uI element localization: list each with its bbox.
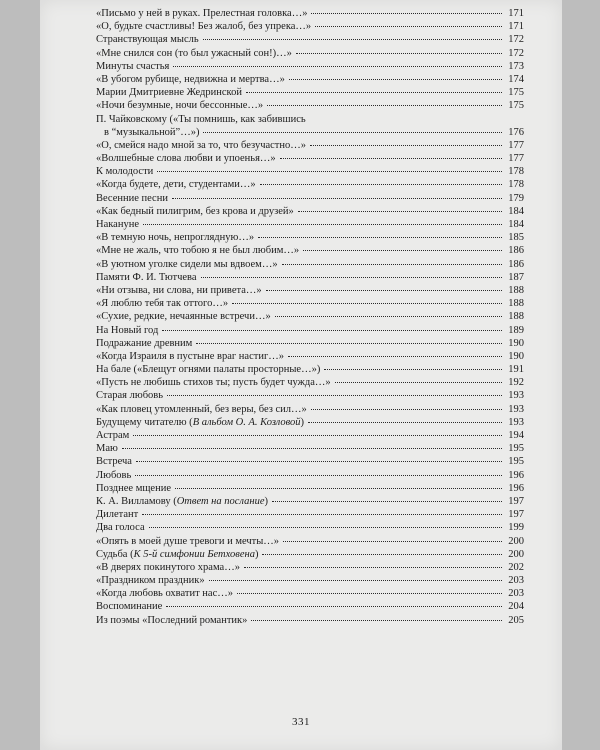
toc-entry-title (96, 601, 162, 613)
toc-leader-dots (310, 145, 502, 146)
toc-entry-title-end: ) (254, 548, 259, 560)
toc-entry-page: 192 (508, 377, 524, 389)
toc-leader-dots (133, 435, 502, 436)
toc-line (96, 8, 524, 21)
toc-entry-title (96, 166, 153, 178)
toc-leader-dots (135, 475, 502, 476)
toc-leader-dots (142, 514, 502, 515)
toc-entry-title-text: «В убогом рубище, недвижна и мертва…» (96, 73, 285, 85)
toc-entry-page: 185 (508, 232, 524, 244)
toc-entry (96, 509, 524, 522)
toc-entry-page: 204 (508, 601, 524, 613)
toc-leader-dots (258, 237, 502, 238)
toc-entry-title (96, 100, 263, 112)
toc-entry-page: 176 (508, 126, 524, 138)
toc-leader-dots (203, 132, 502, 133)
toc-leader-dots (324, 369, 502, 370)
toc-entry (96, 298, 524, 311)
toc-entry-page: 188 (508, 311, 524, 323)
toc-entry-title-text: Странствующая мысль (96, 34, 199, 46)
toc-entry-title-text: Весенние песни (96, 192, 168, 204)
toc-entry-title (96, 575, 205, 587)
toc-entry-page: 171 (508, 8, 524, 19)
toc-entry-page: 195 (508, 443, 524, 455)
toc-entry-title-text: «Как пловец утомленный, без веры, без сил…» (96, 403, 307, 415)
toc-entry-title (96, 179, 256, 191)
toc-entry-title-text: Встреча (96, 456, 132, 468)
toc-entry-page: 177 (508, 153, 524, 165)
toc-line (96, 377, 524, 390)
toc-entry-title (96, 615, 247, 627)
toc-entry (96, 285, 524, 298)
toc-entry (96, 588, 524, 601)
toc-entry-title-text: На бале («Блещут огнями палаты просторные…») (96, 364, 321, 376)
toc-line (96, 522, 524, 535)
toc-entry-page: 175 (508, 87, 524, 99)
toc-line (96, 417, 524, 430)
toc-line (96, 562, 524, 575)
toc-entry-title (96, 536, 279, 548)
toc-entry-page: 173 (508, 60, 524, 72)
toc-entry-title (96, 351, 284, 363)
toc-leader-dots (166, 606, 502, 607)
toc-entry-title (96, 377, 331, 389)
toc-entry (96, 259, 524, 272)
toc-entry-title-italic: В альбом О. А. Козловой (192, 416, 301, 428)
toc-entry-title (96, 285, 262, 297)
toc-entry (96, 496, 524, 509)
toc-line (96, 21, 524, 34)
toc-entry-title (96, 496, 268, 508)
toc-entry (96, 272, 524, 285)
toc-entry-title-text: «Когда будете, дети, студентами…» (96, 179, 256, 191)
toc-entry-title (96, 61, 169, 73)
toc-entry-page: 194 (508, 430, 524, 441)
toc-entry-title (96, 259, 278, 271)
toc-entry-title-text: Дилетант (96, 509, 139, 521)
toc-entry-title (96, 417, 304, 429)
toc-leader-dots (244, 567, 502, 568)
toc-leader-dots (136, 461, 502, 462)
toc-entry-page: 189 (508, 324, 524, 336)
toc-entry-page: 200 (508, 548, 524, 560)
toc-entry-page: 184 (508, 219, 524, 230)
toc-entry-page: 186 (508, 258, 524, 270)
toc-line (96, 179, 524, 192)
toc-leader-dots (282, 264, 502, 265)
toc-leader-dots (272, 501, 502, 502)
toc-entry-title (96, 404, 307, 416)
toc-entry-title (96, 522, 145, 534)
toc-leader-dots (298, 211, 502, 212)
toc-line (96, 588, 524, 601)
toc-entry (96, 417, 524, 430)
toc-entry-title-text: Судьба ( (96, 548, 134, 560)
page-number: 331 (292, 716, 310, 728)
toc-leader-dots (260, 184, 502, 185)
toc-entry (96, 443, 524, 456)
toc-entry-title (96, 272, 197, 284)
toc-entry-title (96, 21, 311, 33)
toc-entry-title (96, 140, 306, 152)
toc-leader-dots (288, 356, 502, 357)
toc-leader-dots (311, 13, 502, 14)
toc-leader-dots (237, 593, 502, 594)
toc-leader-dots (335, 382, 502, 383)
toc-entry-title (96, 364, 320, 376)
toc-entry-page: 203 (508, 588, 524, 600)
toc-entry-title-text: «Мне снился сон (то был ужасный сон!)…» (96, 47, 292, 59)
toc-entry-title-text: «Когда любовь охватит нас…» (96, 588, 233, 600)
toc-entry-page: 174 (508, 73, 524, 85)
toc-line (96, 483, 524, 496)
toc-line (96, 74, 524, 87)
toc-entry (96, 601, 524, 614)
toc-entry-title (96, 338, 192, 350)
toc-entry (96, 377, 524, 390)
toc-line (96, 206, 524, 219)
toc-entry-page: 193 (508, 416, 524, 428)
toc-entry-title-text: «Пусть не любишь стихов ты; пусть будет чужда…» (96, 377, 331, 389)
toc-entry-title-text: «Когда Израиля в пустыне враг настиг…» (96, 350, 285, 362)
toc-entry-title-text: Марии Дмитриевне Жедринской (96, 87, 242, 99)
table-of-contents (96, 8, 524, 628)
toc-leader-dots (280, 158, 502, 159)
toc-entry (96, 430, 524, 443)
toc-line (96, 48, 524, 61)
toc-line (96, 166, 524, 179)
toc-entry-title-text: Воспоминание (96, 601, 163, 613)
toc-entry-page: 197 (508, 495, 524, 507)
toc-entry-title (96, 549, 258, 561)
toc-entry (96, 325, 524, 338)
toc-entry-page: 179 (508, 192, 524, 204)
toc-leader-dots (283, 541, 502, 542)
toc-entry (96, 575, 524, 588)
toc-entry-title-text: Астрам (96, 430, 130, 441)
toc-entry-title-text: Накануне (96, 219, 139, 230)
toc-line (96, 100, 524, 113)
toc-line (96, 193, 524, 206)
toc-line (96, 87, 524, 100)
toc-entry-page: 191 (508, 364, 524, 376)
toc-entry-title (96, 470, 131, 482)
toc-leader-dots (296, 53, 502, 54)
toc-entry (96, 206, 524, 219)
toc-line (96, 153, 524, 166)
toc-entry-title-text: К. А. Вилламову ( (96, 495, 177, 507)
toc-entry-page: 196 (508, 469, 524, 481)
toc-entry-page: 188 (508, 298, 524, 310)
toc-entry-title-text: Любовь (96, 469, 132, 481)
toc-entry-title-text: Маю (96, 443, 118, 455)
toc-entry-title (96, 206, 294, 218)
toc-entry-title-text: «О, смейся надо мной за то, что безучастно…» (96, 139, 307, 151)
toc-entry-title-text: «Праздником праздник» (96, 575, 205, 587)
toc-entry (96, 8, 524, 21)
toc-line (96, 272, 524, 285)
toc-entry (96, 166, 524, 179)
toc-leader-dots (162, 330, 502, 331)
toc-entry-title (96, 153, 276, 165)
toc-entry-title (96, 8, 307, 20)
toc-line (96, 430, 524, 443)
toc-entry-title (96, 232, 254, 244)
toc-entry-continuation: в “музыкальной”…») (104, 126, 200, 138)
toc-leader-dots (175, 488, 502, 489)
toc-entry-title-text: «В дверях покинутого храма…» (96, 561, 240, 573)
toc-entry-title-italic: Ответ на послание (176, 495, 265, 507)
toc-entry (96, 456, 524, 469)
toc-leader-dots (275, 316, 502, 317)
toc-entry (96, 61, 524, 74)
toc-entry-page: 197 (508, 509, 524, 521)
toc-entry (96, 615, 524, 628)
toc-entry-title-text: «Письмо у ней в руках. Прелестная головка…» (96, 8, 308, 19)
toc-line (96, 325, 524, 338)
toc-leader-dots (149, 527, 502, 528)
toc-entry-page: 193 (508, 390, 524, 402)
toc-line (96, 390, 524, 403)
toc-entry-title (96, 430, 129, 442)
toc-entry-title (96, 193, 168, 205)
toc-entry-title (96, 245, 299, 257)
toc-entry-title-text: «Волшебные слова любви и упоенья…» (96, 153, 276, 165)
toc-entry-page: 196 (508, 482, 524, 494)
toc-entry-title (96, 48, 292, 60)
toc-entry-title (96, 114, 306, 126)
toc-leader-dots (267, 105, 502, 106)
toc-entry-title-text: «Ни отзыва, ни слова, ни привета…» (96, 284, 262, 296)
toc-entry-page: 175 (508, 100, 524, 112)
toc-entry-title-text: Два голоса (96, 522, 145, 534)
toc-entry-title (96, 325, 158, 337)
toc-line (96, 575, 524, 588)
toc-entry-page: 171 (508, 21, 524, 33)
toc-entry-title-end: ) (264, 495, 268, 507)
toc-line (96, 615, 524, 628)
toc-line (96, 364, 524, 377)
toc-entry-page: 172 (508, 34, 524, 46)
toc-entry (96, 34, 524, 47)
toc-entry-title-text: Старая любовь (96, 390, 164, 402)
toc-entry-title-text: Будущему читателю ( (96, 416, 193, 428)
toc-entry-title-text: «Как бедный пилигрим, без крова и друзей» (96, 205, 294, 217)
toc-line (96, 351, 524, 364)
toc-line (96, 285, 524, 298)
toc-line (96, 549, 524, 562)
toc-entry-page: 187 (508, 271, 524, 283)
toc-entry (96, 74, 524, 87)
toc-entry-title-text: «В темную ночь, непроглядную…» (96, 232, 255, 244)
toc-line (96, 338, 524, 351)
toc-entry (96, 21, 524, 34)
toc-entry-title (96, 34, 199, 46)
toc-entry-page: 193 (508, 403, 524, 415)
toc-entry (96, 470, 524, 483)
toc-line (96, 140, 524, 153)
toc-leader-dots (308, 422, 502, 423)
toc-entry-page: 195 (508, 456, 524, 468)
toc-line (96, 536, 524, 549)
toc-line (96, 61, 524, 74)
toc-entry-title-text: К молодости (96, 166, 154, 178)
toc-entry-title-text: «Сухие, редкие, нечаянные встречи…» (96, 311, 271, 323)
toc-entry (96, 364, 524, 377)
toc-entry-title (96, 219, 139, 231)
toc-entry-page: 190 (508, 337, 524, 349)
toc-line (96, 456, 524, 469)
toc-entry-title (96, 311, 271, 323)
toc-line (96, 443, 524, 456)
toc-entry-title-text: Минуты счастья (96, 60, 170, 72)
toc-leader-dots (122, 448, 502, 449)
toc-entry-title-text: Памяти Ф. И. Тютчева (96, 271, 197, 283)
toc-leader-dots (262, 554, 502, 555)
toc-entry-title (96, 390, 163, 402)
toc-line (96, 219, 524, 232)
toc-line (96, 509, 524, 522)
toc-entry-title-text: «Я люблю тебя так оттого…» (96, 298, 229, 310)
toc-leader-dots (172, 198, 502, 199)
toc-entry (96, 536, 524, 549)
toc-entry-page: 200 (508, 535, 524, 547)
toc-entry-page: 205 (508, 614, 524, 626)
toc-entry (96, 522, 524, 535)
toc-entry-title-text: «Опять в моей душе тревоги и мечты…» (96, 535, 280, 547)
toc-entry-title-text: П. Чайковскому («Ты помнишь, как забившись (96, 113, 306, 125)
toc-entry-title-text: «О, будьте счастливы! Без жалоб, без упрека…» (96, 21, 312, 33)
toc-entry-title (96, 562, 240, 574)
toc-leader-dots (209, 580, 502, 581)
toc-entry-title-text: Позднее мщение (96, 482, 171, 494)
toc-entry (96, 404, 524, 417)
toc-line (96, 259, 524, 272)
toc-entry-title-text: На Новый год (96, 324, 159, 336)
toc-leader-dots (203, 39, 502, 40)
toc-line (96, 601, 524, 614)
toc-leader-dots (167, 395, 502, 396)
toc-leader-dots (315, 26, 502, 27)
toc-entry-page: 202 (508, 561, 524, 573)
toc-line (96, 404, 524, 417)
toc-entry (96, 390, 524, 403)
toc-entry (96, 549, 524, 562)
toc-entry (96, 351, 524, 364)
toc-entry (96, 153, 524, 166)
toc-leader-dots (201, 277, 502, 278)
toc-entry (96, 232, 524, 245)
toc-entry-title (96, 509, 138, 521)
toc-entry (96, 193, 524, 206)
toc-line (96, 127, 524, 140)
toc-leader-dots (196, 343, 502, 344)
toc-entry (96, 179, 524, 192)
toc-leader-dots (311, 409, 502, 410)
toc-entry-page: 190 (508, 350, 524, 362)
toc-leader-dots (246, 92, 502, 93)
toc-entry-page: 184 (508, 205, 524, 217)
toc-leader-dots (232, 303, 502, 304)
toc-line (96, 245, 524, 258)
toc-entry (96, 140, 524, 153)
toc-entry-title-text: «В уютном уголке сидели мы вдвоем…» (96, 258, 278, 270)
toc-line (96, 496, 524, 509)
toc-entry-title-text: Подражание древним (96, 337, 193, 349)
toc-entry (96, 245, 524, 258)
toc-leader-dots (266, 290, 502, 291)
toc-entry-title (96, 483, 171, 495)
toc-entry-page: 199 (508, 522, 524, 534)
toc-entry-title (96, 443, 118, 455)
toc-leader-dots (251, 620, 502, 621)
book-page (40, 0, 562, 750)
toc-line (96, 232, 524, 245)
toc-leader-dots (143, 224, 502, 225)
toc-entry-title-text: Из поэмы «Последний романтик» (96, 614, 248, 626)
toc-entry-page: 203 (508, 575, 524, 587)
toc-entry (96, 338, 524, 351)
toc-line (96, 114, 524, 127)
toc-entry (96, 114, 524, 140)
toc-entry (96, 311, 524, 324)
toc-entry-page: 188 (508, 284, 524, 296)
toc-entry-page: 178 (508, 179, 524, 191)
toc-entry-title (96, 588, 233, 600)
toc-entry-page: 172 (508, 47, 524, 59)
toc-entry-page: 177 (508, 139, 524, 151)
toc-line (96, 311, 524, 324)
toc-leader-dots (157, 171, 502, 172)
toc-entry-title-end: ) (300, 416, 305, 428)
toc-entry (96, 48, 524, 61)
toc-leader-dots (303, 250, 502, 251)
toc-entry-title-italic: К 5-й симфонии Бетховена (133, 548, 255, 560)
toc-line (96, 298, 524, 311)
toc-entry-title-text: «Ночи безумные, ночи бессонные…» (96, 100, 264, 112)
toc-entry-title-text: «Мне не жаль, что тобою я не был любим…» (96, 245, 300, 257)
toc-entry (96, 483, 524, 496)
toc-entry-title (96, 87, 242, 99)
toc-line (96, 470, 524, 483)
toc-entry (96, 87, 524, 100)
toc-entry-title (96, 456, 132, 468)
toc-entry-title (96, 298, 228, 310)
toc-leader-dots (173, 66, 502, 67)
toc-entry (96, 562, 524, 575)
toc-entry-page: 186 (508, 245, 524, 257)
toc-entry (96, 219, 524, 232)
toc-entry-page: 178 (508, 166, 524, 178)
toc-entry-title (96, 74, 285, 86)
toc-entry (96, 100, 524, 113)
toc-leader-dots (289, 79, 502, 80)
toc-line (96, 34, 524, 47)
